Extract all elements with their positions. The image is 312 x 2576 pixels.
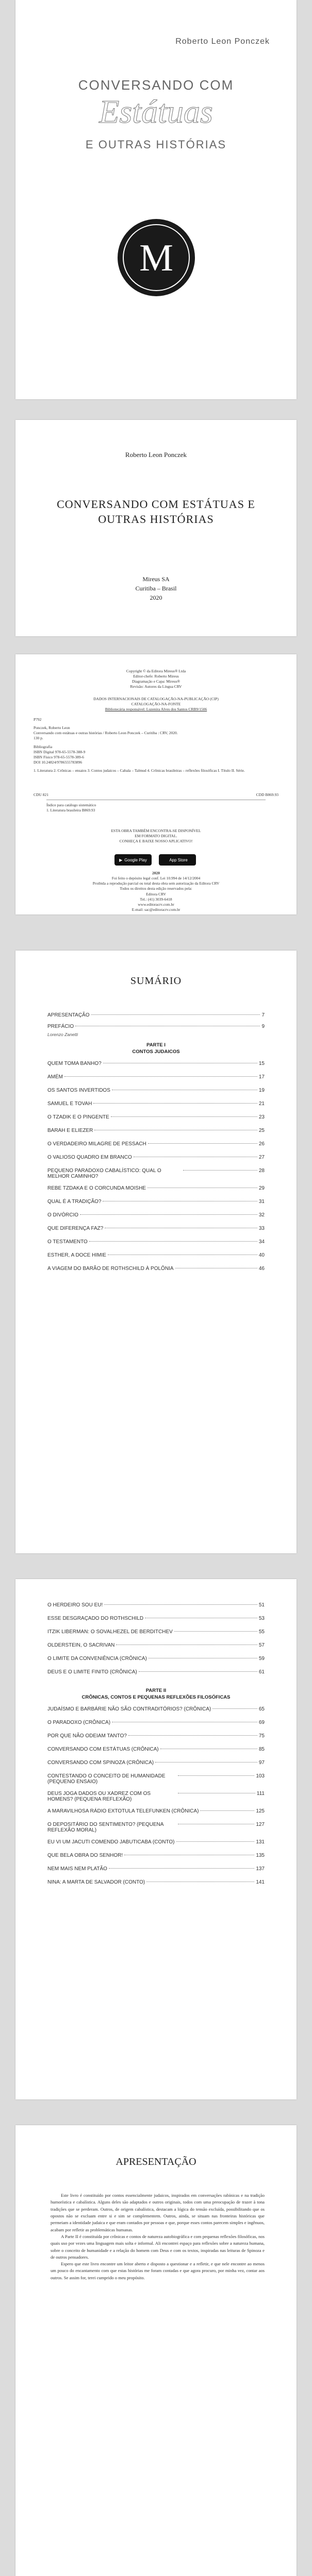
toc-title: APRESENTAÇÃO — [47, 1012, 90, 1018]
footer-line: Tel.: (41) 3039-6418 — [140, 896, 172, 902]
index-heading: Índice para catálogo sistemático — [46, 803, 96, 807]
toc-row[interactable]: OLDERSTEIN, O SACRIVAN 57 — [47, 1642, 265, 1648]
toc-row[interactable]: QUEM TOMA BANHO? 15 — [47, 1060, 265, 1066]
editor-line: Editor-chefe: Roberto Mireus — [133, 674, 179, 679]
copyright-footer — [34, 871, 278, 912]
design-line: Diagramação e Capa: Mireus® — [132, 679, 180, 684]
cip-subheading: CATALOGAÇÃO-NA-FONTE — [131, 702, 181, 707]
footer-line: Proibida a reprodução parcial ou total desta obra sem autorização da Editora CRV — [92, 881, 220, 886]
toc-row[interactable]: DEUS JOGA DADOS OU XADREZ COM OS HOMENS? (PEQUENA REFLEXÃO) 111 — [47, 1790, 265, 1802]
publisher-city: Curitiba – Brasil — [135, 585, 177, 592]
toc-row[interactable]: QUE DIFERENÇA FAZ? 33 — [47, 1225, 265, 1231]
cover-title-script: Estátuas — [99, 93, 213, 130]
cip-heading: DADOS INTERNACIONAIS DE CATALOGAÇÃO-NA-PUBLICAÇÃO (CIP) — [93, 697, 219, 701]
toc-row[interactable]: QUAL É A TRADIÇÃO? 31 — [47, 1198, 265, 1205]
cip-entry-title: Conversando com estátuas e outras histórias / Roberto Leon Ponczek – Curitiba : CRV, 2020. — [34, 731, 178, 736]
toc-row[interactable]: CONTESTANDO O CONCEITO DE HUMANIDADE (PEQUENO ENSAIO) 103 — [47, 1773, 265, 1785]
notice-line: CONHEÇA E BAIXE NOSSO APLICATIVO! — [119, 839, 193, 844]
play-icon: ▶ — [119, 857, 123, 862]
toc-row[interactable]: A MARAVILHOSA RÁDIO EXTOTULA TELEFUNKEN (CRÔNICA) 125 — [47, 1808, 265, 1814]
presentation-body — [51, 2192, 265, 2281]
toc-row[interactable]: ESTHER, A DOCE HIMIE 40 — [47, 1252, 265, 1258]
doi: DOI 10.24824/9786555783896 — [34, 759, 83, 765]
summary-page-1 — [15, 951, 297, 1553]
cip-librarian: Bibliotecária responsável: Luzenira Alves dos Santos CRB9/1506 — [105, 707, 207, 712]
index-item: 1. Literatura brasileira B869.93 — [46, 808, 95, 813]
toc-row[interactable]: O PARADOXO (CRÔNICA) 69 — [47, 1719, 265, 1725]
summary-page-2 — [15, 1579, 297, 2099]
toc-row[interactable]: O LIMITE DA CONVENIÊNCIA (CRÔNICA) 59 — [47, 1656, 265, 1662]
toc-title: PREFÁCIO — [47, 1024, 74, 1029]
title-page-author: Roberto Leon Ponczek — [125, 451, 187, 459]
summary-title: SUMÁRIO — [130, 975, 182, 987]
app-store-button[interactable] — [159, 854, 196, 866]
toc-row[interactable]: EU VI UM JACUTI COMENDO JABUTICABA (CONTO) 131 — [47, 1839, 265, 1845]
isbn-digital: ISBN Digital 978-65-5578-388-9 — [34, 749, 86, 754]
toc-row[interactable]: ITZIK LIBERMAN: O SOVALHEZEL DE BERDITCHEV 55 — [47, 1629, 265, 1635]
google-play-button[interactable] — [114, 854, 152, 866]
toc-row[interactable] — [47, 1012, 265, 1024]
google-play-label: Google Play — [124, 857, 147, 862]
toc-row[interactable]: A VIAGEM DO BARÃO DE ROTHSCHILD À POLÔNIA 46 — [47, 1265, 265, 1272]
publisher-year: 2020 — [150, 594, 162, 601]
toc-row[interactable]: QUE BELA OBRA DO SENHOR! 135 — [47, 1852, 265, 1858]
cip-header — [34, 697, 278, 712]
toc-row[interactable]: O DEPOSITÁRIO DO SENTIMENTO? (PEQUENA REFLEXÃO MORAL) 127 — [47, 1821, 265, 1833]
toc-row[interactable]: OS SANTOS INVERTIDOS 19 — [47, 1087, 265, 1093]
toc-row[interactable]: DEUS E O LIMITE FINITO (CRÔNICA) 61 — [47, 1669, 265, 1675]
isbn-physical: ISBN Físico 978-65-5578-389-6 — [34, 754, 84, 759]
cip-pages: 130 p. — [34, 736, 43, 741]
title-page-title: CONVERSANDO COM ESTÁTUAS E OUTRAS HISTÓRIAS — [57, 498, 255, 526]
footer-line: Editora CRV — [146, 891, 166, 896]
toc-row[interactable]: O VERDADEIRO MILAGRE DE PESSACH 26 — [47, 1141, 265, 1147]
toc-row[interactable]: POR QUE NÃO ODEIAM TANTO? 75 — [47, 1733, 265, 1739]
title-page-publisher-block — [15, 574, 297, 602]
app-store-label: App Store — [169, 857, 188, 862]
toc-row[interactable]: AMÉM 17 — [47, 1074, 265, 1080]
cdu-code: CDU 821 — [34, 792, 48, 797]
toc-row[interactable]: O DIVÓRCIO 32 — [47, 1212, 265, 1218]
toc-row[interactable]: JUDAÍSMO E BARBÁRIE NÃO SÃO CONTRADITÓRIOS? (CRÔNICA) 65 — [47, 1706, 265, 1712]
toc-row[interactable]: ESSE DESGRAÇADO DO ROTHSCHILD 53 — [47, 1616, 265, 1621]
paragraph: Espero que este livro encontre um leitor aberto e disposto a questionar e a refletir, e que nele encontre ao menos um pouco do encantamento com que estas histórias me foram contadas e que agora procuro, por minha vez, contar aos outros. Se assim for, terei cumprido o meu propósito. — [51, 2261, 265, 2280]
cover-author: Roberto Leon Ponczek — [175, 37, 270, 46]
toc-row[interactable]: NINA: A MARTA DE SALVADOR (CONTO) 141 — [47, 1879, 265, 1885]
cip-code: P792 — [34, 717, 42, 722]
part1-list — [47, 1061, 265, 1279]
paragraph: A Parte II é constituída por crônicas e contos de natureza autobiográfica e com pequenas reflexões filosóficas, nos quais uso por vezes uma linguagem mais solta e informal. Ali encontrei espaço para reflexões sobre a natureza humana, sobre o conceito de humanidade e a relação do homem com Deus e com os textos, inspiradas nas leituras de Spinoza e de outros pensadores. — [51, 2233, 265, 2260]
part-heading — [47, 1683, 265, 1706]
copyright-line: Copyright © da Editora Mireus® Ltda — [126, 669, 186, 673]
prefacio-author: Lorenzo Zanetti — [47, 1032, 78, 1037]
toc-row[interactable]: NEM MAIS NEM PLATÃO 137 — [47, 1866, 265, 1872]
footer-line: Todos os direitos desta edição reservados pela: — [120, 886, 192, 891]
digital-notice — [34, 828, 278, 844]
toc-row[interactable]: O TESTAMENTO 34 — [47, 1239, 265, 1245]
footer-line: www.editoracrv.com.br — [138, 902, 174, 907]
toc-row[interactable]: CONVERSANDO COM SPINOZA (CRÔNICA) 97 — [47, 1759, 265, 1766]
part-heading — [47, 1037, 265, 1061]
toc-row[interactable]: CONVERSANDO COM ESTÁTUAS (CRÔNICA) 85 — [47, 1746, 265, 1752]
copyright-credits — [34, 669, 278, 690]
biblio-heading: Bibliografia — [34, 744, 53, 749]
toc-row[interactable]: O VALIOSO QUADRO EM BRANCO 27 — [47, 1154, 265, 1160]
toc-row[interactable]: PEQUENO PARADOXO CABALÍSTICO: QUAL O MELHOR CAMINHO? 28 — [47, 1167, 265, 1179]
part-number: PARTE I — [146, 1042, 166, 1048]
toc-page: 7 — [261, 1012, 265, 1018]
toc-row[interactable]: BARAH E ELIEZER 25 — [47, 1127, 265, 1133]
publisher-name: Mireus SA — [142, 575, 170, 583]
logo-letter: M — [139, 237, 173, 279]
notice-line: EM FORMATO DIGITAL. — [135, 834, 177, 839]
part-number: PARTE II — [145, 1688, 167, 1693]
classification-row — [34, 792, 278, 798]
review-line: Revisão: Autores da Língua CRV — [130, 684, 182, 689]
index-block — [46, 803, 278, 813]
toc-list-continued — [47, 1602, 265, 1893]
part-title: CRÔNICAS, CONTOS E PEQUENAS REFLEXÕES FILOSÓFICAS — [81, 1694, 231, 1700]
toc-row[interactable]: O HERDEIRO SOU EU! 51 — [47, 1602, 265, 1608]
toc-row[interactable]: SAMUEL E TOVAH 21 — [47, 1100, 265, 1107]
cip-record — [34, 717, 278, 773]
cover-page — [15, 0, 297, 399]
copyright-page — [15, 654, 297, 914]
toc-page: 9 — [261, 1024, 265, 1029]
notice-line: ESTA OBRA TAMBÉM ENCONTRA-SE DISPONÍVEL — [111, 828, 201, 833]
cover-subtitle: E OUTRAS HISTÓRIAS — [85, 138, 227, 151]
part-title: CONTOS JUDAICOS — [132, 1048, 180, 1055]
publisher-logo-icon — [118, 219, 195, 296]
toc-row[interactable]: REBE TZDAKA E O CORCUNDA MOISHE 29 — [47, 1185, 265, 1191]
footer-line: Foi feito o depósito legal conf. Lei 10.994 de 14/12/2004 — [111, 876, 201, 881]
paragraph: Este livro é constituído por contos essencialmente judaicos, inspirados em conversações rabínicas e na tradição humorística e cabalística. Alguns deles são adaptados e outros originais, todos com uma preocupação de trazer à tona tradições que se perderam. Outros, de origem cabalística, destacam a lógica do tensão excluída, possibilitando que os opostos não se excluam entre si e sim se complementem. Outros, ainda, se situam nas fronteiras históricas que permeiam a identidade judaica e que eram contados por pessoas e que, porque esses contos parecem simples e ingênuos, acabam por refletir as problemáticas humanas. — [51, 2193, 265, 2232]
footer-year: 2020 — [152, 871, 160, 875]
cip-entry: Ponczek, Roberto Leon — [34, 725, 70, 731]
toc-row[interactable]: O TZADIK E O PINGENTE 23 — [47, 1114, 265, 1120]
footer-line: E-mail: sac@editoracrv.com.br — [132, 907, 180, 912]
presentation-page — [15, 2125, 297, 2576]
toc-list — [47, 1012, 265, 1279]
cover-title-top: CONVERSANDO COM — [78, 77, 234, 93]
subjects: 1. Literatura 2. Crônicas – ensaios 3. Contos judaicos – Cabala – Talmud 4. Crônicas brasileiras – reflexões filosóficas I. Título II. Série. — [34, 768, 245, 773]
cdd-code: CDD B869.93 — [256, 792, 278, 797]
title-page — [15, 420, 297, 636]
publisher-logo — [118, 219, 195, 296]
presentation-title: APRESENTAÇÃO — [116, 2156, 196, 2167]
